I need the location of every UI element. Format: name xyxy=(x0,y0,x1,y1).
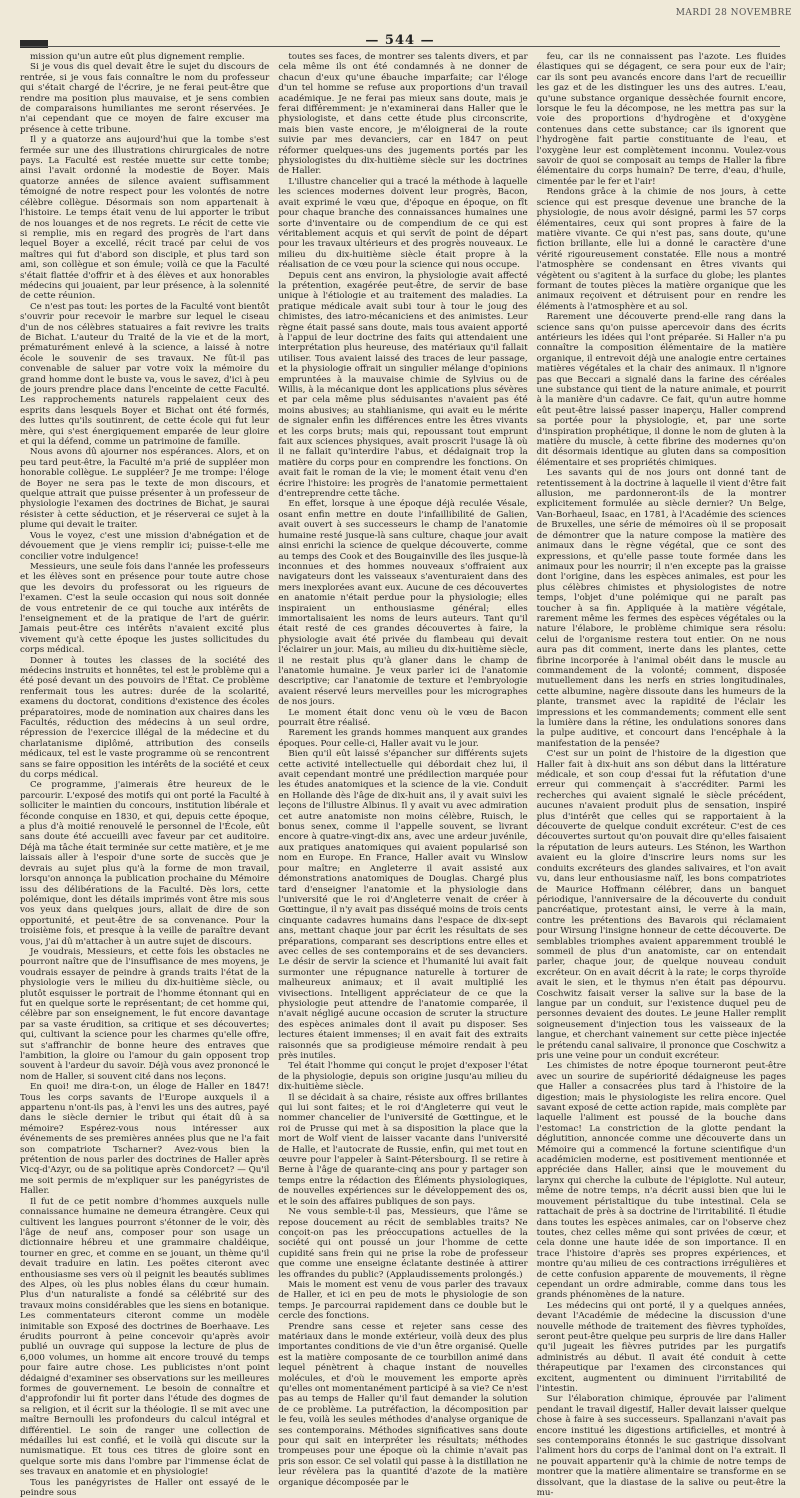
paragraph: Tous les panégyristes de Haller ont essayé de le peindre sous xyxy=(20,1477,270,1498)
paragraph: mission qu'un autre eût plus dignement remplie. xyxy=(30,52,245,62)
paragraph: Si je vous dis quel devait être le sujet du discours de rentrée, si je vous fais connaître le nom du professeur qui s'était chargé de l'écrire, je ne ferai peut-être que rendre ma position plus mauvaise, et je sens combien de comparaisons humiliantes me seront réservées. Je n'ai cependant que ce moyen de faire excuser ma présence à cette tribune. xyxy=(20,62,270,135)
paragraph: Messieurs, une seule fois dans l'année les professeurs et les élèves sont en présence pour toute autre chose que les devoirs du professorat ou les rigueurs de l'examen. C'est la seule occasion qui nous soit donnée de vous entretenir de ce qui touche aux intérêts de l'enseignement et de la pratique de l'art de guérir. Jamais peut-être ces intérêts n'avaient excité plus vivement qu'à cette époque les justes sollicitudes du corps médical. xyxy=(20,561,270,656)
text-columns xyxy=(20,52,786,1498)
page-number: — 544 — xyxy=(365,33,435,48)
paragraph: L'illustre chancelier qui a tracé la méthode à laquelle les sciences modernes doivent leur progrès, Bacon, avait exprimé le vœu que, d'époque en époque, on fît pour chaque branche des connaissances humaines une sorte d'inventaire ou de compendium de ce qui est véritablement acquis et qui servît de point de départ pour les travaux ultérieurs et des progrès nouveaux. Le milieu du dix-huitième siècle était propre à la réalisation de ce vœu pour la science qui nous occupe. xyxy=(278,176,528,271)
paragraph: Il se décidait à sa chaire, résiste aux offres brillantes qui lui sont faites; et le roi d'Angleterre qui veut le nommer chancelier de l'université de Gœttingue, et le roi de Prusse qui met à sa disposition la place que la mort de Wolf vient de laisser vacante dans l'université de Halle, et l'autocrate de Russie, enfin, qui met tout en œuvre pour l'appeler à Saint-Pétersbourg. Il se retire à Berne à l'âge de quarante-cinq ans pour y partager son temps entre la rédaction des Éléments physiologiques, de nouvelles expériences sur le développement des os, et le soin des affaires publiques de son pays. xyxy=(278,1092,528,1207)
paragraph: Le moment était donc venu où le vœu de Bacon pourrait être réalisé. xyxy=(278,707,528,728)
paragraph: feu, car ils ne connaissent pas l'azote. Les fluides élastiques qui se dégagent, ce sera pour eux de l'air; car ils sont peu avancés encore dans l'art de recueillir les gaz et de les distinguer les uns des autres. L'eau, qu'une substance organique dessèchée fournit encore, lorsque le feu la décompose, ne les mettra pas sur la voie des proportions d'hydrogène et d'oxygène contenues dans cette substance; car ils ignorent que l'hydrogène fait partie constituante de l'eau, et l'oxygène leur est complètement inconnu. Voulez-vous savoir de quoi se composait au temps de Haller la fibre élémentaire du corps humain? De terre, d'eau, d'huile, cimentée par le fer et l'air! xyxy=(536,52,786,187)
paragraph: Rendons grâce à la chimie de nos jours, à cette science qui est presque devenue une branche de la physiologie, de nous avoir désigné, parmi les 57 corps élémentaires, ceux qui sont propres à faire de la matière vivante. Ce qui n'est pas, sans doute, qu'une fiction brillante, elle lui a donné le caractère d'une vérité rigoureusement constatée. Elle nous a montré l'atmosphère se condensant en êtres vivants qui végètent ou s'agitent à la surface du globe; les plantes formant de toutes pièces la matière organique que les animaux reçoivent et détruisent pour en rendre les éléments à l'atmosphère et au sol. xyxy=(536,187,786,312)
paragraph: Ce n'est pas tout: les portes de la Faculté vont bientôt s'ouvrir pour recevoir le marbre sur lequel le ciseau d'un de nos célèbres statuaires a fait revivre les traits de Bichat. L'auteur du Traité de la vie et de la mort, prématurément enlevé à la science, a laissé à notre école le souvenir de ses travaux. Ne fût-il pas convenable de saluer par votre voix la mémoire du grand homme dont le buste va, vous le savez, d'ici à peu de jours prendre place dans l'enceinte de cette Faculté. Les rapprochements naturels rappelaient ceux des esprits dans lesquels Boyer et Bichat ont été formés, des luttes qu'ils soutinrent, de cette école qui fut leur mère, qui s'est énergiquement emparée de leur gloire et qui la défend, comme un patrimoine de famille. xyxy=(20,301,270,448)
paragraph: Prendre sans cesse et rejeter sans cesse des matériaux dans le monde extérieur, voilà deux des plus importantes conditions de vie d'un être organisé. Quelle est la matière composante de ce tourbillon animé dans lequel pénètrent à chaque instant de nouvelles molécules, et d'où le mouvement les emporte après qu'elles ont momentanément participé à sa vie? Ce n'est pas au temps de Haller qu'il faut demander la solution de ce problème. La putréfaction, la décomposition par le feu, voilà les seules méthodes d'analyse organique de ses contemporains. Méthodes significatives sans doute pour qui sait en interpréter les résultats; méthodes trompeuses pour une époque où la chimie n'avait pas pris son essor. Ce sel volatil qui passe à la distillation ne leur révèlera pas la quantité d'azote de la matière organique décomposée par le xyxy=(278,1321,528,1488)
paragraph: Nous avons dû ajourner nos espérances. Alors, et on peu tard peut-être, la Faculté m'a prié de suppléer mon honorable collègue. Le suppléer? Je me trompe: l'éloge de Boyer ne sera pas le texte de mon discours, et quelque attrait que puisse présenter à un professeur de physiologie l'examen des doctrines de Bichat, je saurai résister à cette séduction, et je réserverai ce sujet à la plume qui devait le traiter. xyxy=(20,447,270,531)
paragraph: toutes ses faces, de montrer ses talents divers, et par cela même ils ont été condamnés à ne donner de chacun d'eux qu'une ébauche imparfaite; car l'éloge d'un tel homme se refuse aux proportions d'un travail académique. Je ne ferai pas mieux sans doute, mais je ferai différemment: je n'examinerai dans Haller que le physiologiste, et dans cette étude plus circonscrite, mais bien vaste encore, je m'éloignerai de la route suivie par mes devanciers, car en 1847 on peut réformer quelques-uns des jugements portés par les physiologistes du dix-huitième siècle sur les doctrines de Haller. xyxy=(278,52,528,177)
paragraph: Les médecins qui ont porté, il y a quelques années, devant l'Académie de médecine la discussion d'une nouvelle méthode de traitement des fièvres typhoïdes, seront peut-être quelque peu surpris de lire dans Haller qu'il jugeait les fièvres putrides par les purgatifs administrés au début. Il avait été conduit à cette thérapeutique par l'examen des circonstances qui excitent, augmentent ou diminuent l'irritabilité de l'intestin. xyxy=(536,1300,786,1394)
paragraph: Il y a quatorze ans aujourd'hui que la tombe s'est fermée sur une des illustrations chirurgicales de notre pays. La Faculté est restée muette sur cette tombe; ainsi l'avait ordonné la modestie de Boyer. Mais quatorze années de silence avaient suffisamment témoigné de notre respect pour les volontés de notre célèbre collègue. Désormais son nom appartenait à l'histoire. Le temps était venu de lui apporter le tribut de nos louanges et de nos regrets. Le récit de cette vie si remplie, mis en regard des progrès de l'art dans lequel Boyer a excellé, récit tracé par celui de vos maîtres qui fut d'abord son disciple, et plus tard son ami, son collègue et son émule; voilà ce que la Faculté s'était flattée d'offrir et à des élèves et aux honorables médecins qui jouaient, par leur présence, à la solennité de cette réunion. xyxy=(20,135,270,302)
paragraph: En quoi! me dira-t-on, un éloge de Haller en 1847! Tous les corps savants de l'Europe auxquels il a appartenu n'ont-ils pas, à l'envi les uns des autres, payé dans le siècle dernier le tribut qui était dû à sa mémoire? Espérez-vous nous intéresser aux événements de ses premières années plus que ne l'a fait son compatriote Tscharner? Avez-vous bien la prétention de nous parler des doctrines de Haller après Vicq-d'Azyr, ou de sa politique après Condorcet? — Qu'il me soit permis de m'expliquer sur les panégyristes de Haller. xyxy=(20,1082,270,1197)
paragraph: Ne vous semble-t-il pas, Messieurs, que l'âme se repose doucement au récit de semblables traits? Ne conçoit-on pas les préoccupations actuelles de la société qui ont poussé un jour l'homme de cette cupidité sans frein qui ne prise la robe de professeur que comme une enseigne éclatante destinée à attirer les offrandes du public? (Applaudissements prolongés.) xyxy=(278,1207,528,1280)
paragraph: Ce programme, j'aimerais être heureux de le parcourir. L'exposé des motifs qui ont porté la Faculté à solliciter le maintien du concours, institution libérale et féconde conquise en 1830, et qui, depuis cette époque, a plus d'à moitié renouvelé le personnel de l'École, eût sans doute été accueilli avec faveur par cet auditoire. Déjà ma tâche était terminée sur cette matière, et je me laissais aller à l'espoir d'une sorte de succès que je devrais au sujet plus qu'à la forme de mon travail, lorsqu'on annonça la publication prochaine du Mémoire issu des délibérations de la Faculté. Dès lors, cette polémique, dont les détails imprimés vont être mis sous vos yeux dans quelques jours, allait de dire de son opportunité, et peut-être de sa convenance. Pour la troisième fois, et presque à la veille de paraître devant vous, j'ai dû m'attacher à un autre sujet de discours. xyxy=(20,780,270,947)
paragraph: Je voudrais, Messieurs, et cette fois les obstacles ne pourront naître que de l'insuffisance de mes moyens, je voudrais essayer de peindre à grands traits l'état de la physiologie vers le milieu du dix-huitième siècle, ou plutôt esquisser le portrait de l'homme étonnant qui en fut en quelque sorte le représentant; de cet homme qui, célèbre par son enseignement, le fut encore davantage par sa vaste érudition, sa critique et ses découvertes; qui, cultivant la science pour les charmes qu'elle offre, sut s'affranchir de bonne heure des entraves que l'ambition, la gloire ou l'amour du gain opposent trop souvent à l'ardeur du savoir. Déjà vous avez prononcé le nom de Haller, si souvent cité dans nos leçons. xyxy=(20,946,270,1082)
paragraph: Vous le voyez, c'est une mission d'abnégation et de dévouement que je viens remplir ici; puisse-t-elle me concilier votre indulgence! xyxy=(20,530,270,562)
paragraph: Les chimistes de notre époque tourneront peut-être avec un sourire de supériorité dédaigneuse les pages que Haller a consacrées plus tard à l'histoire de la digestion; mais le physiologiste les relira encore. Quel savant exposé de cette action rapide, mais complète par laquelle l'aliment est poussé de la bouche dans l'estomac! La constriction de la glotte pendant la déglutition, annoncée comme une découverte dans un Mémoire qui a commencé la fortune scientifique d'un académicien moderne, est positivement mentionnée et appréciée dans Haller, ainsi que le mouvement du larynx qui cherche la culbute de l'épiglotte. Nul auteur, même de notre temps, n'a décrit aussi bien que lui le mouvement péristaltique du tube intestinal. Cela se rattachait de près à sa doctrine de l'irritabilité. Il étudie dans toutes les espèces animales, car on l'observe chez toutes, chez celles même qui sont privées de cœur, et cela donne une haute idée de son importance. Il en trace l'histoire d'après ses propres expériences, et montre qu'au milieu de ces contractions irrégulières et de cette confusion apparente de mouvements, il règne cependant un ordre admirable, comme dans tous les grands phénomènes de la nature. xyxy=(536,1061,786,1301)
column-2 xyxy=(278,52,528,1488)
paragraph: Donner à toutes les classes de la société des médecins instruits et honnêtes, tel est le problème qui a été posé devant un des pouvoirs de l'État. Ce problème renfermait tous les autres: durée de la scolarité, examens du doctorat, conditions d'existence des écoles préparatoires, mode de nomination aux chaires dans les Facultés, réduction des médecins à un seul ordre, répression de l'exercice illégal de la médecine et du charlatanisme diplômé, attribution des conseils médicaux, tel est le vaste programme où se rencontrent sans se faire opposition les intérêts de la société et ceux du corps médical. xyxy=(20,655,270,781)
paragraph: Il fut de ce petit nombre d'hommes auxquels nulle connaissance humaine ne demeura étrangère. Ceux qui cultivent les langues pourront s'étonner de le voir, dès l'âge de neuf ans, composer pour son usage un dictionnaire hébreu et une grammaire chaldéique, tourner en grec, et comme en se jouant, un thème qu'il devait traduire en latin. Les poëtes citeront avec enthousiasme ses vers où il peignit les beautés sublimes des Alpes, où les plus nobles élans du cœur humain. Plus d'un naturaliste a fondé sa célébrité sur des travaux moins considérables que les siens en botanique. Les commentateurs citeront comme un modèle inimitable son Exposé des doctrines de Boerhaave. Les érudits pourront à peine concevoir qu'après avoir publié un ouvrage qui suppose la lecture de plus de 6,000 volumes, un homme ait encore trouvé du temps pour faire autre chose. Les publicistes n'ont point dédaigné d'examiner ses observations sur les meilleures formes de gouvernement. Le besoin de connaître et d'approfondir lui fit porter dans l'étude des dogmes de sa religion, et il écrit sur la théologie. Il se mit avec une maître Bernoulli les profondeurs du calcul intégral et différentiel. Le soin de ranger une collection de médailles lui est confié, et le voilà qui discute sur la numismatique. Et tous ces titres de gloire sont en quelque sorte mis dans l'ombre par l'immense éclat de ses travaux en anatomie et en physiologie! xyxy=(20,1196,270,1478)
paragraph: Rarement une découverte prend-elle rang dans la science sans qu'on puisse apercevoir dans des écrits antérieurs les idées qui l'ont préparée. Si Haller n'a pu connaître la composition élémentaire de la matière organique, il entrevoit déjà une analogie entre certaines matières végétales et la chair des animaux. Il n'ignore pas que Beccari a signalé dans la farine des céréales une substance qui tient de la nature animale, et pourrit à la manière d'un cadavre. Ce fait, qu'un autre homme eût peut-être laissé passer inaperçu, Haller comprend sa portée pour la physiologie, et, par une sorte d'inspiration prophétique, il donne le nom de gluten à la matière du muscle, à cette fibrine des modernes qu'on dit désormais identique au gluten dans sa composition élémentaire et ses propriétés chimiques. xyxy=(536,312,786,468)
paragraph: Depuis cent ans environ, la physiologie avait affecté la prétention, exagérée peut-être, de servir de base unique à l'étiologie et au traitement des maladies. La pratique médicale avait subi tour à tour le joug des chimistes, des iatro-mécaniciens et des animistes. Leur règne était passé sans doute, mais tous avaient apporté à l'appui de leur doctrine des faits qui attendaient une interprétation plus heureuse, des matériaux qu'il fallait utiliser. Tous avaient laissé des traces de leur passage, et la physiologie offrait un singulier mélange d'opinions empruntées à la mauvaise chimie de Sylvius ou de Willis, à la mécanique dont les applications plus sévères et par cela même plus séduisantes n'avaient pas été moins abusives; au stahlianisme, qui avait eu le mérite de signaler enfin les différences entre les êtres vivants et les corps bruts; mais qui, repoussant tout emprunt fait aux sciences physiques, avait proscrit l'usage là où il ne fallait qu'interdire l'abus, et dédaignait trop la matière du corps pour en comprendre les fonctions. On avait fait le roman de la vie; le moment était venu d'en écrire l'histoire: les progrès de l'anatomie permettaient d'entreprendre cette tâche. xyxy=(278,270,528,500)
paragraph: Les savants qui de nos jours ont donné tant de retentissement à la doctrine à laquelle il vient d'être fait allusion, me pardonneront-ils de la montrer explicitement formulée au siècle dernier? Un Belge, Van-Borhaeul, Isaac, en 1781, à l'Académie des sciences de Bruxelles, une série de mémoires où il se proposait de démontrer que la nature compose la matière des animaux dans le règne végétal, que ce sont des expressions, et qu'elle passe toute formée dans les animaux pour les nourrir; il n'en excepte pas la graisse dont l'origine, dans les espèces animales, est pour les plus célèbres chimistes et physiologistes de notre temps, l'objet d'une polémique qui ne paraît pas toucher à sa fin. Appliquée à la matière végétale, rarement même les fermes des espèces végétales ou la nature l'élabore, le problème chimique sera résolu: celui de l'organisme restera tout entier. On ne nous aura pas dit comment, inerte dans les plantes, cette fibrine incorporée à l'animal obéit dans le muscle au commandement de la volonté; comment, disposée mutuellement dans les nerfs en stries longitudinales, cette albumine, nagère dissoute dans les humeurs de la plante, transmet avec la rapidité de l'éclair les impressions et les commandements; comment elle sent la lumière dans la rétine, les ondulations sonores dans la pulpe auditive, et concourt dans l'encéphale à la manifestation de la pensée? xyxy=(536,468,786,749)
paragraph: Bien qu'il eût laissé s'épancher sur différents sujets cette activité intellectuelle qui débordait chez lui, il avait cependant montré une prédilection marquée pour les études anatomiques et la science de la vie. Conduit en Hollande dès l'âge de dix-huit ans, il y avait suivi les leçons de l'illustre Albinus. Il y avait vu avec admiration cet autre anatomiste non moins célèbre, Ruisch, le bonus senex, comme il l'appelle souvent, se livrant encore à quatre-vingt-dix ans, avec une ardeur juvénile, aux pratiques anatomiques qui avaient popularisé son nom en Europe. En France, Haller avait vu Winslow pour maître; en Angleterre il avait assisté aux démonstrations anatomiques de Douglas. Chargé plus tard d'enseigner l'anatomie et la physiologie dans l'université que le roi d'Angleterre venait de créer à Gœttingue, il n'y avait pas disséqué moins de trois cents cinquante cadavres humains dans l'espace de dix-sept ans, mettant chaque jour par écrit les résultats de ses préparations, comparant ses descriptions entre elles et avec celles de ses contemporains et de ses devanciers. Le désir de servir la science et l'humanité lui avait fait surmonter une répugnance naturelle à torturer de malheureux animaux; et il avait multiplié les vivisections. Intelligent appréciateur de ce que la physiologie peut attendre de l'anatomie comparée, il n'avait négligé aucune occasion de scruter la structure des espèces animales dont il avait pu disposer. Ses lectures étaient immenses; il en avait fait des extraits raisonnés que sa prodigieuse mémoire rendait à peu près inutiles. xyxy=(278,749,528,1061)
header-rule xyxy=(20,46,780,47)
paragraph: En effet, lorsque à une époque déjà reculée Vésale, osant enfin mettre en doute l'infaillibilité de Galien, avait ouvert à ses successeurs le champ de l'anatomie humaine resté jusque-là sans culture, chaque jour avait ainsi enrichi la science de quelque découverte, comme au temps des Cook et des Bougainville des îles jusque-là inconnues et des hommes nouveaux s'offraient aux navigateurs dont les vaisseaux s'aventuraient dans des mers inexplorées avant eux. Aucune de ces découvertes en anatomie n'était perdue pour la physiologie; elles inspiraient un enthousiasme général; elles immortalisaient les noms de leurs auteurs. Tant qu'il était resté de ces grandes découvertes à faire, la physiologie avait été privée du flambeau qui devait l'éclairer un jour. Mais, au milieu du dix-huitième siècle, il ne restait plus qu'à glaner dans le champ de l'anatomie humaine. Je veux parler ici de l'anatomie descriptive; car l'anatomie de texture et l'embryologie avaient réservé leurs merveilles pour les micrographes de nos jours. xyxy=(278,499,528,708)
paragraph: Tel était l'homme qui conçut le projet d'exposer l'état de la physiologie, depuis son origine jusqu'au milieu du dix-huitième siècle. xyxy=(278,1061,528,1093)
paragraph: C'est sur un point de l'histoire de la digestion que Haller fait à dix-huit ans son début dans la littérature médicale, et son coup d'essai fut la réfutation d'une erreur qui commençait à s'accréditer. Parmi les recherches qui avaient signalé le siècle précédent, aucunes n'avaient produit plus de sensation, inspiré plus d'intérêt que celles qui se rapportaient à la découverte de quelque conduit excréteur. C'est de ces découvertes surtout qu'on pouvait dire qu'elles faisaient la réputation de leurs auteurs. Les Sténon, les Warthon avaient eu la gloire d'inscrire leurs noms sur les conduits excréteurs des glandes salivaires, et l'on avait vu, dans leur enthousiasme naïf, les bons compatriotes de Maurice Hoffmann célébrer, dans un banquet périodique, l'anniversaire de la découverte du conduit pancréatique, protestant ainsi, le verre à la main, contre les prétentions des Bavarois qui réclamaient pour Wirsung l'insigne honneur de cette découverte. De semblables triomphes avaient apparemment troublé le sommeil de plus d'un anatomiste, car on entendait parler, chaque jour, de quelque nouveau conduit excréteur. On en avait décrit à la rate; le corps thyroïde avait le sien, et le thymus n'en était pas dépourvu. Coschwitz faisait verser la salive sur la base de la langue par un conduit, sur l'existence duquel peu de personnes devaient des doutes. Le jeune Haller remplit soigneusement d'injection tous les vaisseaux de la langue, et cherchant vainement sur cette pièce injectée le prétendu canal salivaire, il prononce que Coschwitz a pris une veine pour un conduit excréteur. xyxy=(536,749,786,1061)
column-1 xyxy=(20,52,270,1498)
paragraph: Rarement les grands hommes manquent aux grandes époques. Pour celle-ci, Haller avait vu le jour. xyxy=(278,728,528,749)
column-3 xyxy=(536,52,786,1498)
paragraph: Sur l'élaboration chimique, éprouvée par l'aliment pendant le travail digestif, Haller devait laisser quelque chose à faire à ses successeurs. Spallanzani n'avait pas encore institué les digestions artificielles, et montré à ses contemporains étonnés le suc gastrique dissolvant l'aliment hors du corps de l'animal dont on l'a extrait. Il ne pouvait appartenir qu'à la chimie de notre temps de montrer que la matière alimentaire se transforme en se dissolvant, que la diastase de la salive ou peut-être la mu- xyxy=(536,1394,786,1498)
paragraph: Mais le moment est venu de vous parler des travaux de Haller, et ici en peu de mots le physiologie de son temps. Je parcourrai rapidement dans ce double but le cercle des fonctions. xyxy=(278,1279,528,1322)
corner-note: MARDI 28 NOVEMBRE xyxy=(675,8,792,18)
